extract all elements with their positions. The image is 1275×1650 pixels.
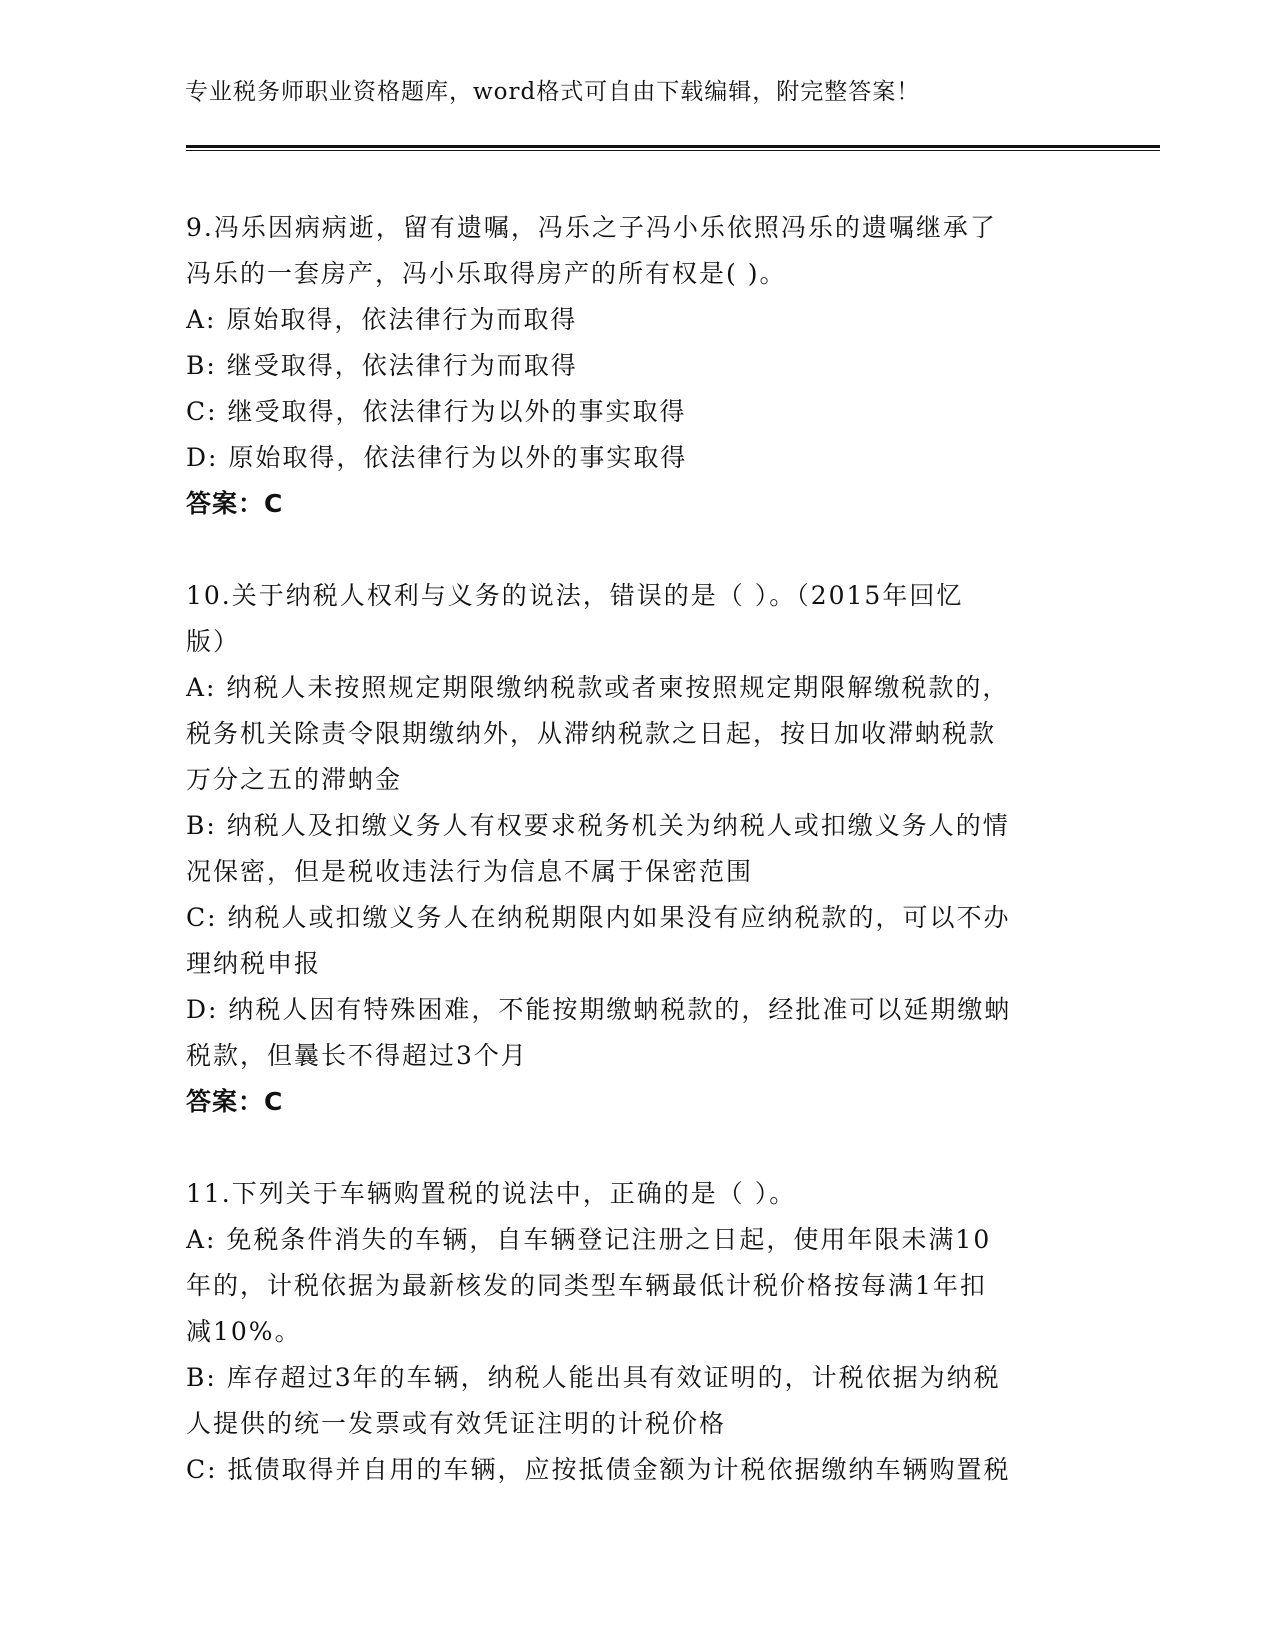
option-c-cont: 理纳税申报: [186, 949, 322, 978]
question-stem: 11.下列关于车辆购置税的说法中，正确的是（ ）。: [186, 1179, 797, 1208]
page-header: 专业税务师职业资格题库，word格式可自由下载编辑，附完整答案！: [185, 79, 921, 105]
answer-label: 答案：C: [186, 1087, 284, 1116]
question-stem: 10.关于纳税人权利与义务的说法，错误的是（ ）。（2015年回忆: [186, 581, 964, 610]
option-b-cont: 人提供的统一发票或有效凭证注明的计税价格: [186, 1409, 727, 1438]
option-c: C: 抵债取得并自用的车辆，应按抵债金额为计税依据缴纳车辆购置税: [186, 1455, 1011, 1484]
option-a-cont: 年的，计税依据为最新核发的同类型车辆最低计税价格按每满1年扣: [186, 1271, 987, 1300]
option-b-cont: 况保密，但是税收违法行为信息不属于保密范围: [186, 857, 754, 886]
question-spacer: [186, 527, 1086, 573]
option-d: D: 纳税人因有特殊困难，不能按期缴蚋税款的，经批准可以延期缴蚋: [186, 995, 1012, 1024]
question-list: [186, 205, 1086, 1493]
option-d: D: 原始取得，依法律行为以外的事实取得: [186, 443, 688, 472]
question-9: [186, 205, 1086, 527]
question-10: [186, 573, 1086, 1125]
option-b: B: 继受取得，依法律行为而取得: [186, 351, 578, 380]
question-stem: 9.冯乐因病病逝，留有遗嘱，冯乐之子冯小乐依照冯乐的遗嘱继承了: [186, 213, 997, 242]
option-a-cont: 万分之五的滞蚋金: [186, 765, 403, 794]
answer-label: 答案：C: [186, 489, 284, 518]
option-a: A: 原始取得，依法律行为而取得: [186, 305, 578, 334]
header-rule-thick: [186, 145, 1160, 148]
option-c: C: 纳税人或扣缴义务人在纳税期限内如果没有应纳税款的，可以不办: [186, 903, 1011, 932]
option-b: B: 库存超过3年的车辆，纳税人能出具有效证明的，计税依据为纳税: [186, 1363, 1001, 1392]
header-rule-thin: [186, 150, 1160, 151]
option-c: C: 继受取得，依法律行为以外的事实取得: [186, 397, 687, 426]
option-a-cont: 减10%。: [186, 1317, 302, 1346]
question-stem: 版）: [186, 627, 241, 656]
question-11: [186, 1171, 1086, 1493]
question-stem: 冯乐的一套房产，冯小乐取得房产的所有权是( )。: [186, 259, 787, 288]
option-a-cont: 税务机关除责令限期缴纳外，从滞纳税款之日起，按日加收滞蚋税款: [186, 719, 997, 748]
option-a: A: 免税条件消失的车辆，自车辆登记注册之日起，使用年限未满10: [186, 1225, 992, 1254]
option-d-cont: 税款，但曩长不得超过3个月: [186, 1041, 528, 1070]
option-a: A: 纳税人未按照规定期限缴纳税款或者柬按照规定期限解缴税款的，: [186, 673, 1010, 702]
option-b: B: 纳税人及扣缴义务人有权要求税务机关为纳税人或扣缴义务人的情: [186, 811, 1010, 840]
question-spacer: [186, 1125, 1086, 1171]
